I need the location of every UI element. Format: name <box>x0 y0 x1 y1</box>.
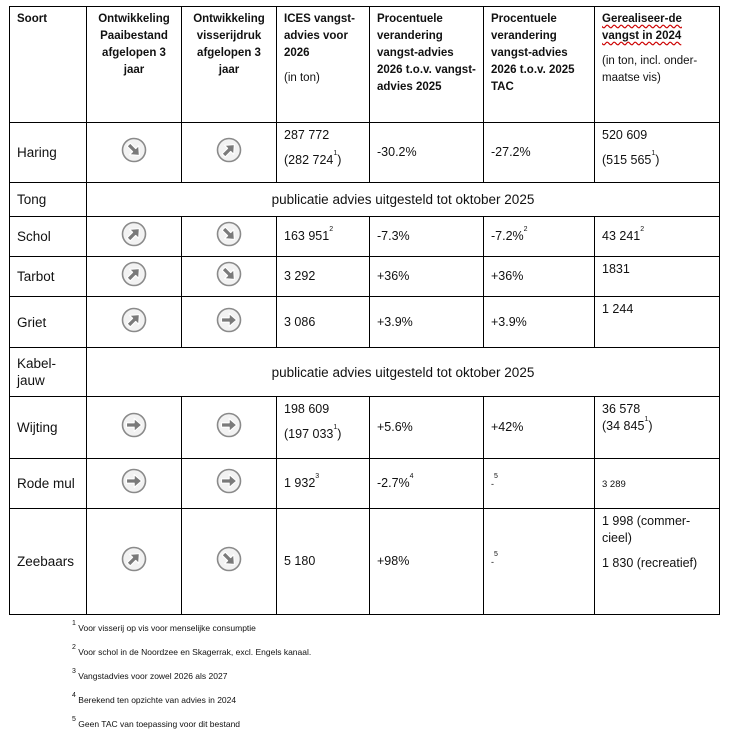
paai-cell <box>87 297 182 348</box>
table-row <box>10 348 720 397</box>
table-row <box>10 509 720 615</box>
species-name: Schol <box>10 217 87 257</box>
vangst-cell: 43 $241^2$ <box>595 217 720 257</box>
paai-cell <box>87 217 182 257</box>
vangst-cell: 1831 <box>595 257 720 297</box>
table-row <box>10 183 720 217</box>
vangst-cell <box>595 509 720 615</box>
arrow-down-right-icon <box>216 221 242 247</box>
pct-advies-cell: +5.6% <box>370 397 484 459</box>
header-pct-tac: Procentuele verandering vangst-advies 2026 t.o.v. 2025 TAC <box>484 7 595 123</box>
druk-cell <box>182 123 277 183</box>
arrow-up-right-icon <box>216 137 242 163</box>
pct-tac-cell: -27.2% <box>484 123 595 183</box>
ices-cell: 1 $932^3$ <box>277 459 370 509</box>
vangst-cell: 1 244 <box>595 297 720 348</box>
header-ices-title: ICES vangst-advies voor 2026 <box>284 13 355 59</box>
species-name: Zeebaars <box>10 509 87 615</box>
druk-cell <box>182 257 277 297</box>
arrow-down-right-icon <box>121 137 147 163</box>
pct-tac-cell: -$^5$ <box>484 459 595 509</box>
pct-tac-cell: +42% <box>484 397 595 459</box>
header-soort: Soort <box>10 7 87 123</box>
postponed-note: publicatie advies uitgesteld tot oktober 2025 <box>87 348 720 397</box>
ices-extra: (282 $724^1$) <box>284 150 342 167</box>
druk-cell <box>182 297 277 348</box>
species-name: Wijting <box>10 397 87 459</box>
arrow-right-icon <box>216 468 242 494</box>
vangst-extra: (515 $565^1$) <box>602 150 660 167</box>
pct-advies-cell: +98% <box>370 509 484 615</box>
pct-tac-cell: -$^5$ <box>484 509 595 615</box>
postponed-note: publicatie advies uitgesteld tot oktober 2025 <box>87 183 720 217</box>
arrow-up-right-icon <box>121 307 147 333</box>
header-ices-sub: (in ton) <box>284 72 320 84</box>
ices-cell <box>277 397 370 459</box>
paai-cell <box>87 123 182 183</box>
druk-cell <box>182 459 277 509</box>
paai-cell <box>87 257 182 297</box>
druk-cell <box>182 397 277 459</box>
footnote: $^3$ Vangstadvies voor zowel 2026 als 2027 <box>72 668 228 681</box>
ices-cell <box>277 123 370 183</box>
header-ices <box>277 7 370 123</box>
table-row <box>10 397 720 459</box>
paai-cell <box>87 459 182 509</box>
pct-tac-cell: +3.9% <box>484 297 595 348</box>
footnote: $^1$ Voor visserij op vis voor menselijke consumptie <box>72 620 256 633</box>
vangst-value: 520 609 <box>602 128 648 142</box>
table-row <box>10 217 720 257</box>
druk-cell <box>182 509 277 615</box>
species-name: Rode mul <box>10 459 87 509</box>
table-row <box>10 459 720 509</box>
table-row <box>10 297 720 348</box>
header-gerealiseerd-sub: (in ton, incl. onder-maatse vis) <box>602 55 698 84</box>
footnote: $^4$ Berekend ten opzichte van advies in 2024 <box>72 692 237 705</box>
table-row <box>10 257 720 297</box>
vangst-cell <box>595 397 720 459</box>
paai-cell <box>87 509 182 615</box>
ices-cell: 3 086 <box>277 297 370 348</box>
pct-tac-cell: -7.2%$^2$ <box>484 217 595 257</box>
header-gerealiseerd-title: Gerealiseer-de vangst in 2024 <box>602 13 682 42</box>
ices-cell: 3 292 <box>277 257 370 297</box>
arrow-up-right-icon <box>121 221 147 247</box>
pct-advies-cell: -2.7%$^4$ <box>370 459 484 509</box>
arrow-right-icon <box>121 468 147 494</box>
vangst-cell <box>595 123 720 183</box>
arrow-up-right-icon <box>121 546 147 572</box>
species-name: Kabel-jauw <box>10 348 87 397</box>
fish-advice-table <box>9 6 720 615</box>
ices-cell: 5 180 <box>277 509 370 615</box>
arrow-right-icon <box>121 412 147 438</box>
header-paaibestand: Ontwikkeling Paaibestand afgelopen 3 jaar <box>87 7 182 123</box>
pct-advies-cell: -7.3% <box>370 217 484 257</box>
arrow-down-right-icon <box>216 546 242 572</box>
arrow-right-icon <box>216 307 242 333</box>
header-gerealiseerd <box>595 7 720 123</box>
druk-cell <box>182 217 277 257</box>
header-visserijdruk: Ontwikkeling visserijdruk afgelopen 3 jaar <box>182 7 277 123</box>
species-name: Haring <box>10 123 87 183</box>
arrow-right-icon <box>216 412 242 438</box>
species-name: Tarbot <box>10 257 87 297</box>
pct-advies-cell: +36% <box>370 257 484 297</box>
footnote: $^5$ Geen TAC van toepassing voor dit bestand <box>72 716 241 729</box>
vangst-cell: 3 289 <box>595 459 720 509</box>
arrow-down-right-icon <box>216 261 242 287</box>
table-row <box>10 123 720 183</box>
ices-extra: (197 $033^1$) <box>284 424 342 441</box>
ices-cell: 163 $951^2$ <box>277 217 370 257</box>
ices-value: 198 609 <box>284 402 330 416</box>
vangst-extra: 1 830 (recreatief) <box>602 556 698 570</box>
pct-advies-cell: +3.9% <box>370 297 484 348</box>
pct-tac-cell: +36% <box>484 257 595 297</box>
pct-advies-cell: -30.2% <box>370 123 484 183</box>
species-name: Tong <box>10 183 87 217</box>
vangst-value: 1 998 (commer-cieel) <box>602 514 691 545</box>
paai-cell <box>87 397 182 459</box>
footnotes <box>72 622 311 742</box>
vangst-extra: (34 $845^1$) <box>602 416 653 433</box>
species-name: Griet <box>10 297 87 348</box>
vangst-value: 36 578 <box>602 402 641 416</box>
ices-value: 287 772 <box>284 128 330 142</box>
header-pct-advies: Procentuele verandering vangst-advies 2026 t.o.v. vangst-advies 2025 <box>370 7 484 123</box>
footnote: $^2$ Voor schol in de Noordzee en Skagerrak, excl. Engels kanaal. <box>72 644 312 657</box>
arrow-up-right-icon <box>121 261 147 287</box>
header-row <box>10 7 720 123</box>
